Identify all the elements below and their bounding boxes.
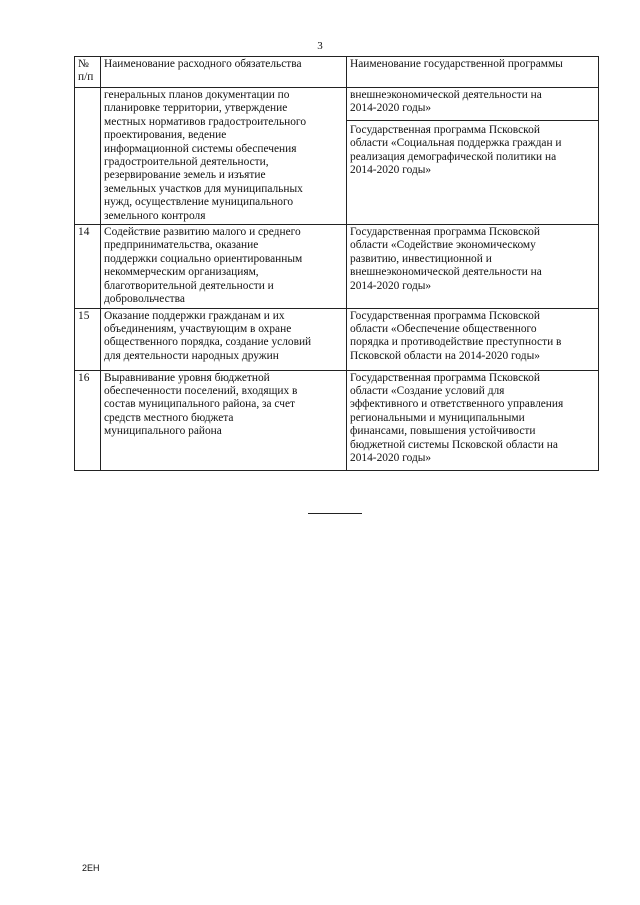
program-line: области «Обеспечение общественного: [350, 322, 537, 335]
obligation-line: предпринимательства, оказание: [104, 239, 259, 252]
obligation-line: Содействие развитию малого и среднего: [104, 226, 301, 239]
row-number: [75, 88, 101, 225]
obligation-cell: [101, 308, 347, 370]
obligation-cell: [101, 88, 347, 225]
program-entry: [347, 120, 598, 182]
program-line: порядка и противодействие преступности в: [350, 336, 562, 349]
header-number: [75, 57, 101, 88]
obligation-line: генеральных планов документации по: [104, 89, 290, 101]
program-cell: [347, 370, 599, 471]
program-line: Псковской области на 2014-2020 годы»: [350, 349, 540, 362]
program-line: 2014-2020 годы»: [350, 279, 432, 292]
obligation-line: поддержки социально ориентированным: [104, 252, 303, 265]
program-cell: [347, 308, 599, 370]
obligation-line: планировке территории, утверждение: [104, 102, 288, 115]
program-line: развитию, инвестиционной и: [350, 252, 492, 265]
header-obligation: Наименование расходного обязательства: [101, 57, 347, 88]
obligation-line: объединениям, участвующим в охране: [104, 322, 292, 335]
program-entry: [350, 372, 595, 470]
table-row: [75, 88, 599, 225]
program-entry: [350, 89, 595, 120]
obligation-line: земельных участков для муниципальных: [104, 182, 303, 195]
obligation-line: местных нормативов градостроительного: [104, 115, 307, 128]
program-cell: [347, 88, 599, 225]
obligation-line: Оказание поддержки гражданам и их: [104, 309, 285, 322]
row-number: 16: [75, 370, 101, 471]
obligation-line: Выравнивание уровня бюджетной: [104, 371, 270, 384]
obligation-line: обеспеченности поселений, входящих в: [104, 384, 298, 397]
program-line: эффективного и ответственного управления: [350, 398, 564, 411]
obligation-line: благотворительной деятельности и: [104, 279, 274, 292]
obligation-line: информационной системы обеспечения: [104, 142, 297, 155]
program-line: области «Создание условий для: [350, 384, 505, 397]
table-row: [75, 308, 599, 370]
row-number: 14: [75, 225, 101, 308]
obligation-line: земельного контроля: [104, 209, 206, 222]
table-row: [75, 370, 599, 471]
program-line: области «Социальная поддержка граждан и: [350, 137, 562, 150]
obligation-line: муниципального района: [104, 425, 222, 438]
obligation-line: средств местного бюджета: [104, 411, 234, 424]
obligation-line: некоммерческим организациям,: [104, 266, 259, 279]
program-line: бюджетной системы Псковской области на: [350, 438, 558, 451]
header-number-line: №: [78, 58, 89, 70]
program-line: 2014-2020 годы»: [350, 164, 432, 177]
header-number-line: п/п: [78, 71, 94, 83]
program-line: реализация демографической политики на: [350, 150, 557, 163]
program-line: Государственная программа Псковской: [350, 309, 540, 322]
obligation-line: состав муниципального района, за счет: [104, 398, 296, 411]
separator-line: [308, 513, 362, 514]
table-body: [75, 88, 599, 471]
obligation-line: проектирования, ведение: [104, 129, 227, 142]
obligation-line: общественного порядка, создание условий: [104, 336, 312, 349]
table-header-row: [75, 57, 599, 88]
page-number: 3: [317, 40, 323, 52]
program-line: внешнеэкономической деятельности на: [350, 266, 542, 279]
program-line: области «Содействие экономическому: [350, 239, 536, 252]
header-program: Наименование государственной программы: [347, 57, 599, 88]
obligation-cell: [101, 370, 347, 471]
program-cell: [347, 225, 599, 308]
table-row: [75, 225, 599, 308]
program-entry: [350, 310, 595, 368]
row-number: 15: [75, 308, 101, 370]
program-line: Государственная программа Псковской: [350, 123, 540, 136]
program-line: финансами, повышения устойчивости: [350, 425, 536, 438]
footer-code: 2ЕН: [82, 863, 100, 873]
program-line: Государственная программа Псковской: [350, 226, 540, 239]
obligation-line: добровольчества: [104, 293, 185, 306]
program-line: 2014-2020 годы»: [350, 102, 432, 115]
program-entry: [350, 226, 595, 297]
program-line: 2014-2020 годы»: [350, 451, 432, 464]
obligation-line: градостроительной деятельности,: [104, 156, 269, 169]
obligation-line: для деятельности народных дружин: [104, 349, 279, 362]
program-line: внешнеэкономической деятельности на: [350, 89, 542, 101]
obligation-line: резервирование земель и изъятие: [104, 169, 266, 182]
obligation-cell: [101, 225, 347, 308]
program-line: Государственная программа Псковской: [350, 371, 540, 384]
obligation-line: нужд, осуществление муниципального: [104, 196, 294, 209]
program-line: региональными и муниципальными: [350, 411, 525, 424]
obligations-table: [74, 56, 599, 471]
